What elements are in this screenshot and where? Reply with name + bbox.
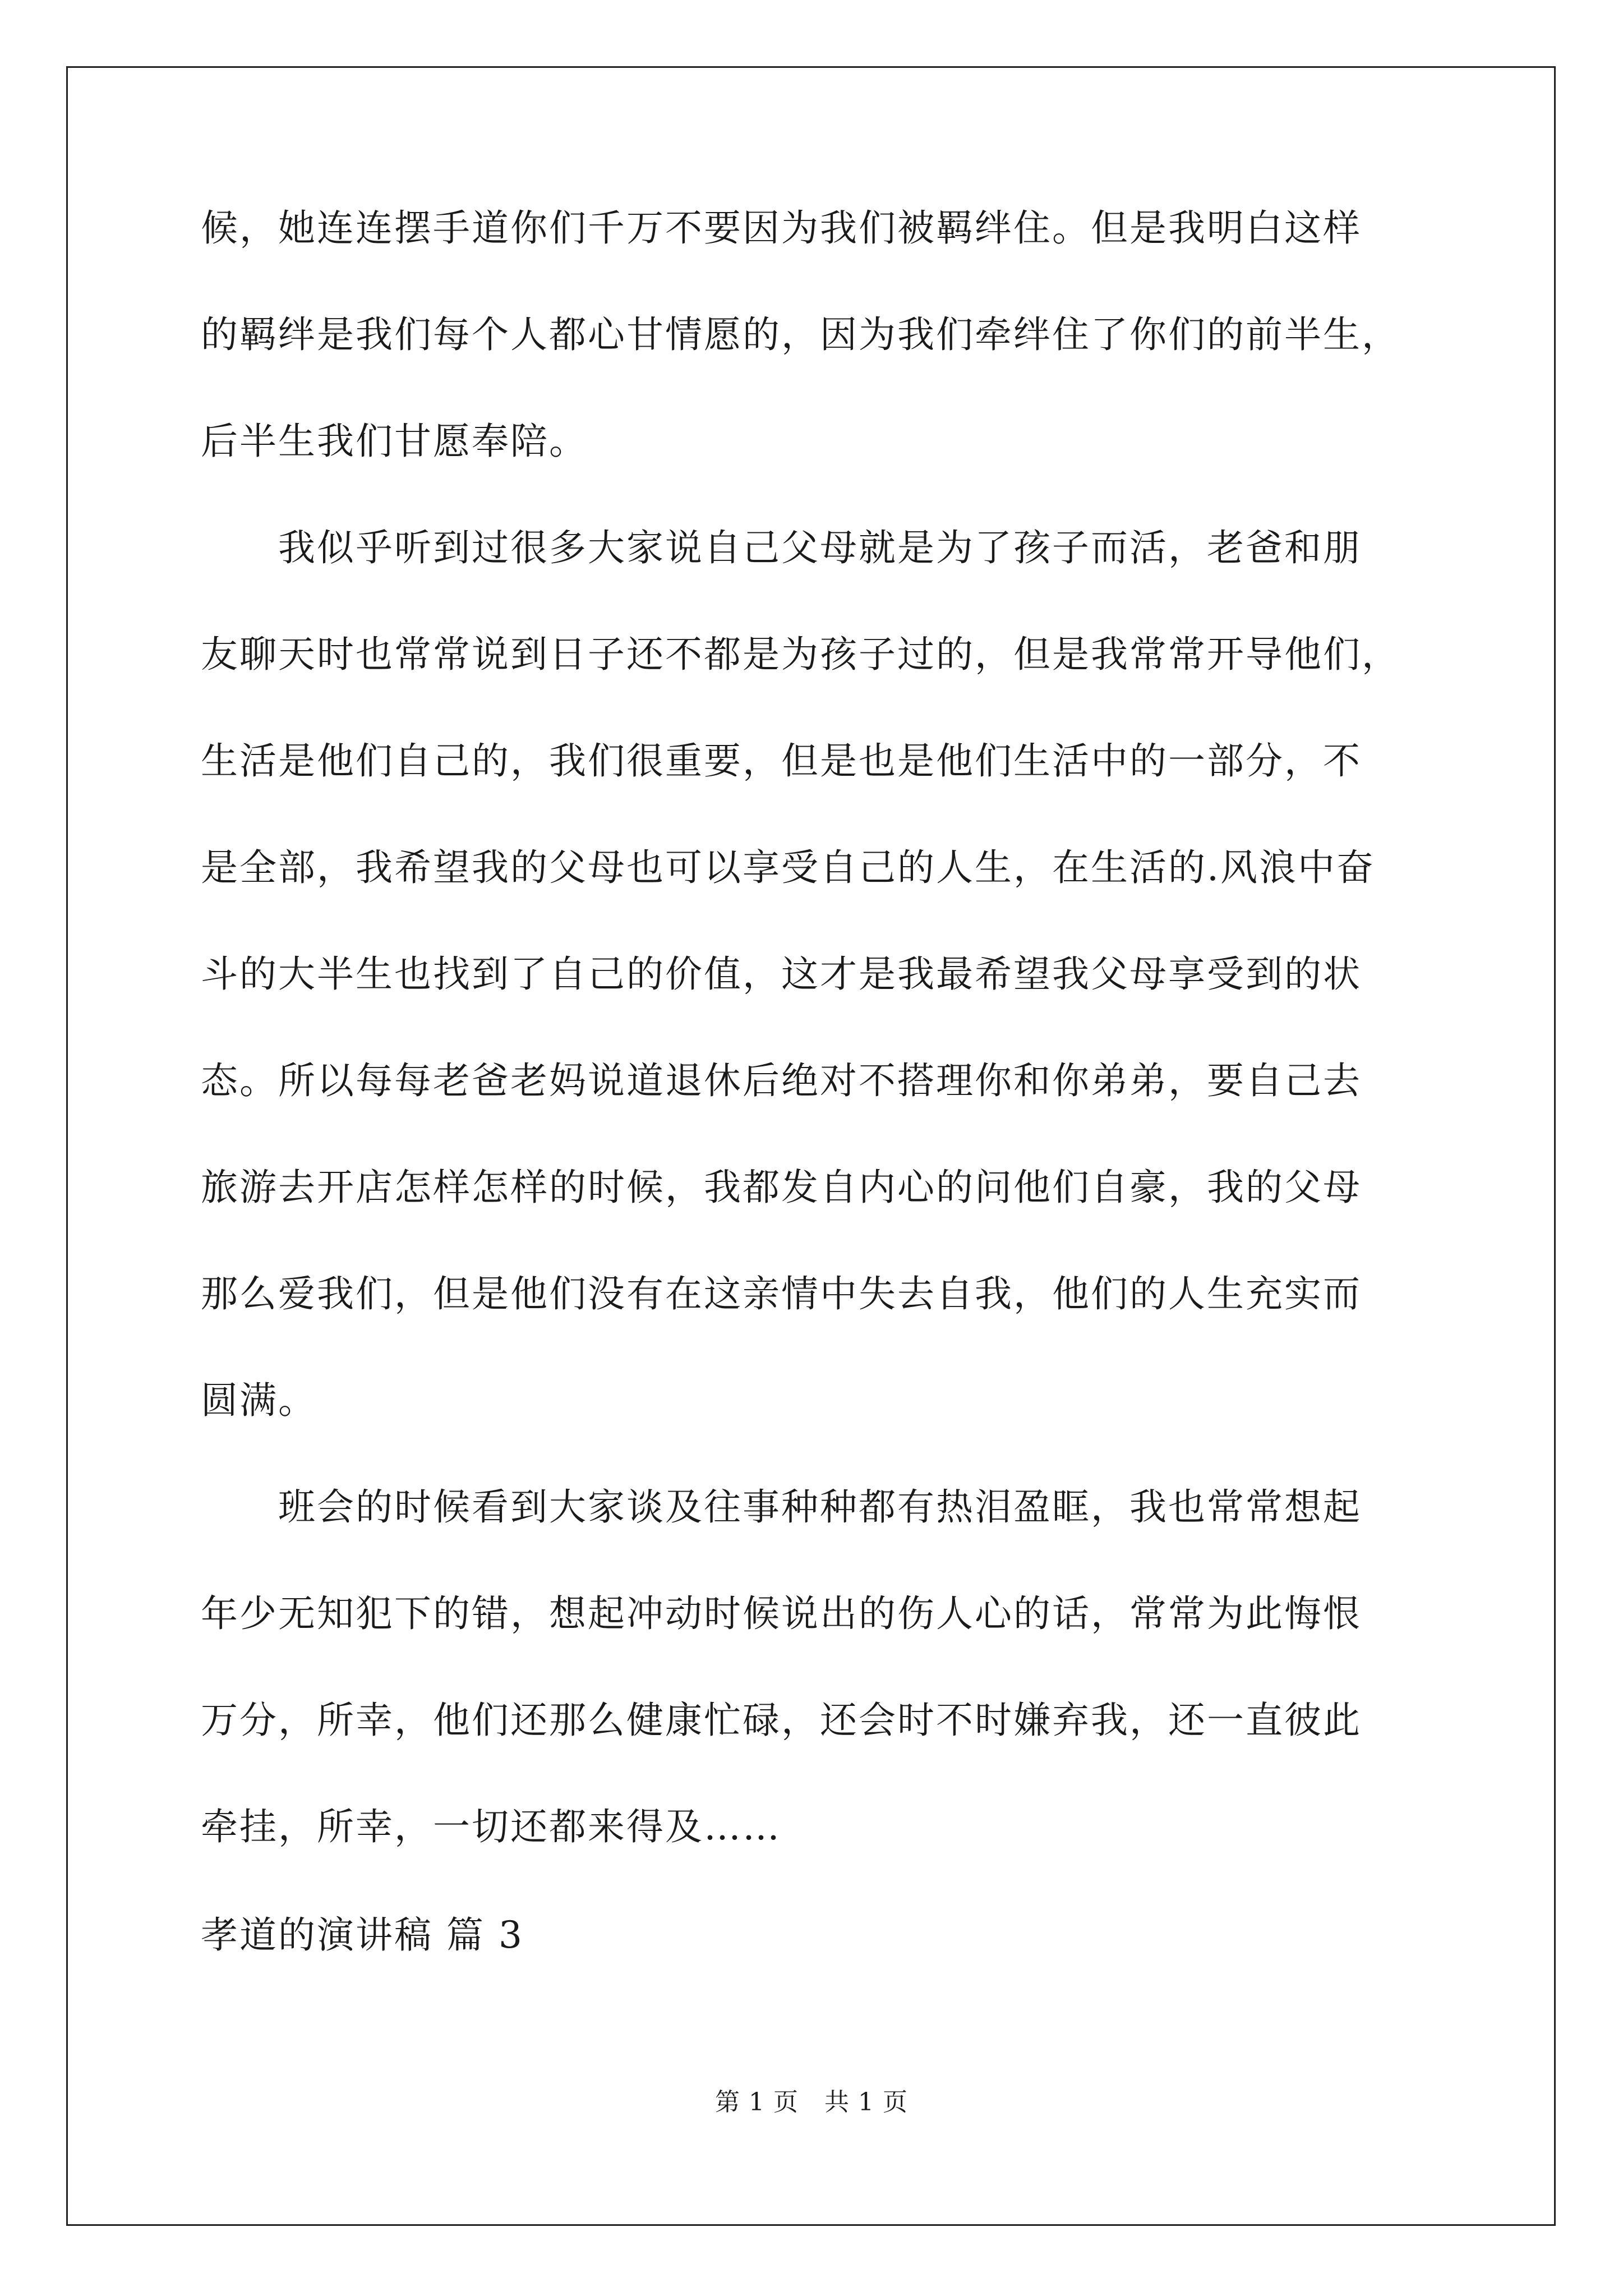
text-line: 生活是他们自己的，我们很重要，但是也是他们生活中的一部分，不 xyxy=(201,739,1362,783)
page-number-total: 共 1 页 xyxy=(824,2088,908,2116)
page-number-current: 第 1 页 xyxy=(715,2088,799,2116)
text-line: 圆满。 xyxy=(201,1379,317,1422)
section-heading: 孝道的演讲稿 篇 3 xyxy=(201,1913,524,1957)
body-text xyxy=(201,175,1435,1880)
text-line: 万分，所幸，他们还那么健康忙碌，还会时不时嫌弃我，还一直彼此 xyxy=(201,1699,1362,1742)
text-line: 候，她连连摆手道你们千万不要因为我们被羁绊住。但是我明白这样 xyxy=(201,206,1362,250)
text-line: 是全部，我希望我的父母也可以享受自己的人生，在生活的.风浪中奋 xyxy=(201,846,1375,889)
text-line: 的羁绊是我们每个人都心甘情愿的，因为我们牵绊住了你们的前半生， xyxy=(201,313,1400,356)
text-line: 友聊天时也常常说到日子还不都是为孩子过的，但是我常常开导他们， xyxy=(201,633,1400,676)
text-line: 旅游去开店怎样怎样的时候，我都发自内心的问他们自豪，我的父母 xyxy=(201,1166,1362,1209)
text-line: 斗的大半生也找到了自己的价值，这才是我最希望我父母享受到的状 xyxy=(201,953,1362,996)
text-line: 态。所以每每老爸老妈说道退休后绝对不搭理你和你弟弟，要自己去 xyxy=(201,1059,1362,1102)
text-line: 牵挂，所幸，一切还都来得及…… xyxy=(201,1805,781,1848)
text-line: 我似乎听到过很多大家说自己父母就是为了孩子而活，老爸和朋 xyxy=(201,526,1362,569)
text-line: 年少无知犯下的错，想起冲动时候说出的伤人心的话，常常为此悔恨 xyxy=(201,1592,1362,1635)
page-footer xyxy=(0,2086,1623,2119)
text-line: 班会的时候看到大家谈及往事种种都有热泪盈眶，我也常常想起 xyxy=(201,1485,1362,1529)
text-line: 后半生我们甘愿奉陪。 xyxy=(201,420,588,463)
text-line: 那么爱我们，但是他们没有在这亲情中失去自我，他们的人生充实而 xyxy=(201,1272,1362,1315)
